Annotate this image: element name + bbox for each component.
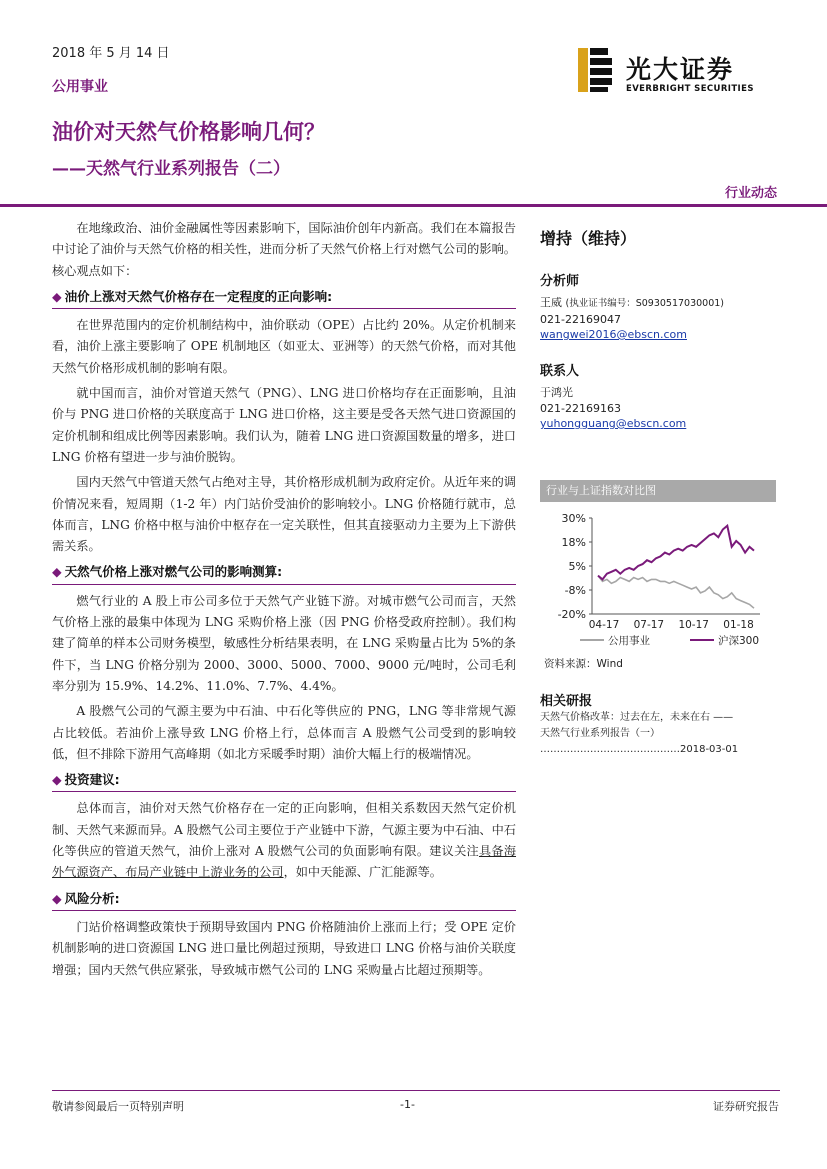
paragraph: 在世界范围内的定价机制结构中，油价联动（OPE）占比约 20%。从定价机制来看，油价上涨主要影响了 OPE 机制地区（如亚太、亚洲等）的天然气价格，而对其他天然气价格形成机制的影响有限。 — [52, 318, 516, 375]
section-heading-2: ◆ 天然气价格上涨对燃气公司的影响测算: — [52, 561, 516, 584]
company-logo — [578, 48, 778, 98]
chart-plot — [540, 502, 776, 676]
paragraph: 门站价格调整政策快于预期导致国内 PNG 价格随油价上涨而上行；受 OPE 定价机制影响的进口资源国 LNG 进口量比例超过预期，导致进口 LNG 价格与油价关联度增强；国内天然气供应紧张，导致城市燃气公司的 LNG 采购量占比超过预期等。 — [52, 919, 516, 977]
x-tick-label: 07-17 — [633, 619, 665, 631]
section-heading-1: ◆ 油价上涨对天然气价格存在一定程度的正向影响: — [52, 286, 516, 309]
section-heading-3: ◆ 投资建议: — [52, 769, 516, 792]
sector-label: 公用事业 — [52, 79, 108, 95]
related-title: 天然气价格改革：过去在左，未来在右 —— — [540, 712, 734, 723]
legend-label: 公用事业 — [608, 635, 650, 647]
y-tick-label: -8% — [564, 584, 586, 597]
contact-name: 于鸿光 — [540, 386, 573, 399]
diamond-bullet-icon: ◆ — [52, 564, 62, 580]
logo-chinese-name: 光大证券 — [626, 55, 735, 84]
related-subtitle: 天然气行业系列报告（一） — [540, 728, 660, 739]
section-heading-4: ◆ 风险分析: — [52, 888, 516, 911]
y-tick-label: 5% — [568, 560, 586, 573]
series-line-csi300 — [598, 526, 754, 580]
paragraph: 燃气行业的 A 股上市公司多位于天然气产业链下游。对城市燃气公司而言，天然气价格上涨的最集中体现为 LNG 采购价格上涨（因 PNG 价格受政府控制）。我们构建了简单的样本公司财务模型，敏感性分析结果表明，在 LNG 采购量占比为 5%的条件下，当 LNG 价格分别为 2000、3000、5000、7000、9000 元/吨时，公司毛利率分别为 15.9%、14.2%、11.0%、7.7%、4.4%。 — [52, 593, 516, 693]
contact-heading: 联系人 — [540, 364, 580, 379]
header-divider — [0, 204, 827, 207]
report-date: 2018 年 5 月 14 日 — [52, 46, 170, 61]
paragraph: 就中国而言，油价对管道天然气（PNG）、LNG 进口价格均存在正面影响，且油价与 PNG 进口价格的关联度高于 LNG 进口价格，这主要是受各天然气进口资源国的定价机制和组成比例等因素影响。我们认为，随着 LNG 进口资源国数量的增多，进口 LNG 价格有望进一步与油价脱钩。 — [52, 386, 516, 464]
x-tick-label: 10-17 — [678, 619, 709, 631]
paragraph: 总体而言，油价对天然气价格存在一定的正向影响，但相关系数因天然气定价机制、天然气来源而异。A 股燃气公司主要位于产业链中下游，气源主要为中石油、中石化等供应的管道天然气，油价上涨对 A 股燃气公司的负面影响有限。建议关注具备海外气源资产、布局产业链中上游业务的公司，如中天能源、广汇能源等。 — [52, 801, 517, 880]
index-comparison-chart — [540, 480, 776, 676]
footer-divider — [52, 1090, 780, 1091]
legend-label: 沪深300 — [718, 635, 760, 647]
analyst-info — [540, 295, 780, 343]
everbright-logo-icon — [578, 48, 614, 92]
chart-title: 行业与上证指数对比图 — [540, 480, 776, 502]
y-tick-label: 30% — [561, 512, 586, 525]
page-subtitle: ——天然气行业系列报告（二） — [52, 159, 290, 179]
related-research-item[interactable] — [540, 710, 780, 758]
paragraph: A 股燃气公司的气源主要为中石油、中石化等供应的 PNG，LNG 等非常规气源占比较低。若油价上涨导致 LNG 价格上行，总体而言 A 股燃气公司受到的影响较低，但不排除下游用气高峰期（如北方采暖季时期）油价大幅上行的极端情况。 — [52, 704, 516, 761]
contact-phone: 021-22169163 — [540, 401, 621, 415]
paragraph: 国内天然气中管道天然气占绝对主导，其价格形成机制为政府定价。从近年来的调价情况来看，短周期（1-2 年）内门站价受油价的影响较小。LNG 价格随行就市，总体而言，LNG 价格中枢与油价中枢存在一定关联性，但其直接驱动力主要为上下游供需关系。 — [52, 475, 516, 554]
diamond-bullet-icon: ◆ — [52, 772, 62, 788]
y-tick-label: 18% — [561, 536, 586, 549]
analyst-email-link[interactable]: wangwei2016@ebscn.com — [540, 328, 687, 341]
diamond-bullet-icon: ◆ — [52, 890, 62, 906]
analyst-name: 王威 — [540, 296, 562, 309]
rating: 增持（维持） — [540, 229, 637, 248]
related-research-heading: 相关研报 — [540, 694, 593, 709]
page-number: -1- — [400, 1098, 415, 1111]
report-body — [52, 218, 516, 985]
report-type-tag: 行业动态 — [724, 186, 777, 201]
analyst-heading: 分析师 — [540, 274, 580, 289]
intro-paragraph: 在地缘政治、油价金融属性等因素影响下，国际油价创年内新高。我们在本篇报告中讨论了油价与天然气价格的相关性，进而分析了天然气价格上行对燃气公司的影响。核心观点如下： — [52, 221, 516, 278]
diamond-bullet-icon: ◆ — [52, 288, 62, 304]
analyst-phone: 021-22169047 — [540, 312, 621, 326]
y-tick-label: -20% — [557, 608, 586, 621]
page-title: 油价对天然气价格影响几何？ — [52, 120, 325, 144]
footer-report-label: 证券研究报告 — [713, 1100, 779, 1113]
logo-english-name: EVERBRIGHT SECURITIES — [626, 84, 754, 94]
contact-info — [540, 385, 780, 432]
chart-source: 资料来源：Wind — [544, 658, 623, 670]
contact-email-link[interactable]: yuhongguang@ebscn.com — [540, 417, 687, 430]
related-date: ……………………………………2018-03-01 — [540, 744, 739, 755]
highlighted-recommendation: 具备海外气源资产、布局产业链中上游业务的公司 — [52, 844, 517, 880]
x-tick-label: 01-18 — [723, 619, 754, 631]
footer-disclaimer: 敬请参阅最后一页特别声明 — [52, 1100, 184, 1113]
x-tick-label: 04-17 — [588, 619, 620, 631]
series-line-utilities — [598, 576, 754, 609]
analyst-cert: (执业证书编号：S0930517030001) — [565, 298, 725, 309]
